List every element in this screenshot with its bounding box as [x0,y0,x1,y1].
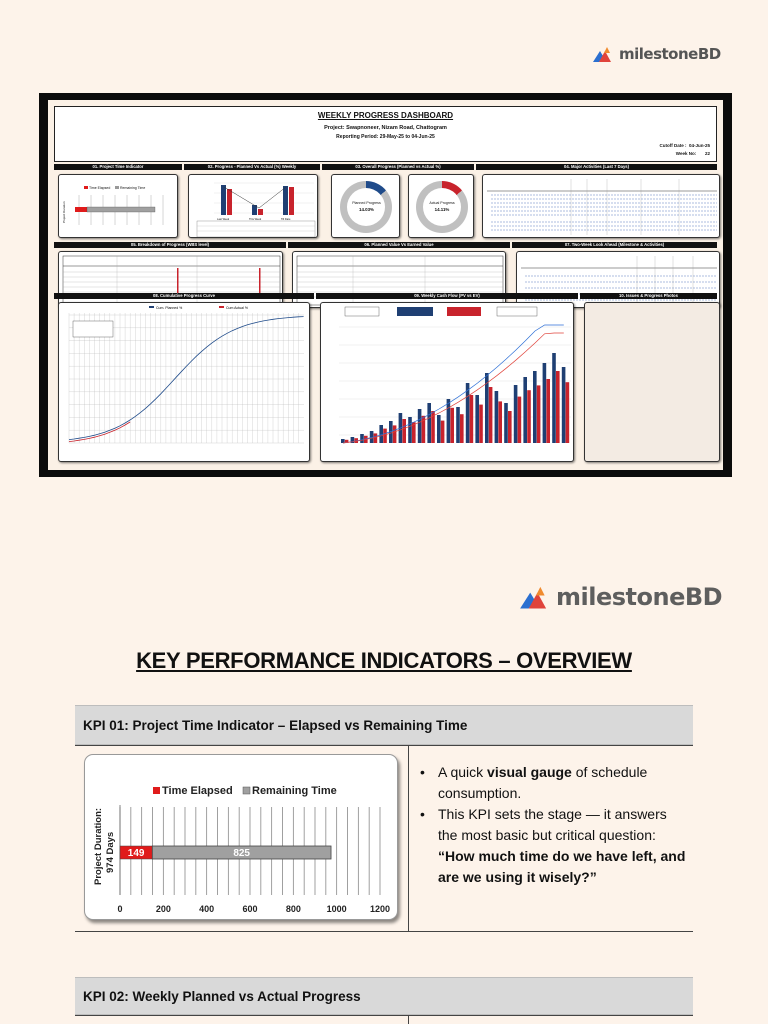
kpi2-row-top [75,1015,693,1016]
panel-wbs-breakdown [58,251,283,308]
panel-cumulative-curve [58,302,310,462]
y-axis-label-line1: Project Duration: [93,807,104,885]
legend-elapsed-label: Time Elapsed [162,785,233,797]
week-label: Week No: [675,151,697,156]
cutoff-value: 04-Jun-25 [688,143,710,148]
kpi1-header: KPI 01: Project Time Indicator – Elapsed vs Remaining Time [75,705,693,745]
section-bar-09: 09. Weekly Cash Flow (PV vs EV) [316,293,578,299]
panel-planned-gauge [331,174,400,238]
panel-issues-photos [584,302,720,462]
brand-logo-top [593,45,721,63]
brand-name: milestoneBD [556,583,723,611]
panel-actual-gauge [408,174,474,238]
legend-remaining-label: Remaining Time [252,785,337,797]
svg-text:This Week: This Week [249,218,262,221]
kpi1-bullet-1 [418,762,688,804]
major-activities-table [483,175,720,238]
dashboard-period: Reporting Period: 29-May-25 to 04-Jun-25 [336,134,435,140]
kpi1-row-top [75,745,693,746]
bullet2-text-a: This KPI sets the stage — it answers the most basic but critical question: [438,806,667,843]
section-bar-07: 07. Two-Week Look Ahead (Milestone & Activities) [512,242,717,248]
panel-pv-ev [292,251,506,308]
x-tick-label: 800 [285,904,301,914]
svg-text:Remaining Time: Remaining Time [120,186,146,190]
weekly-progress-mini-chart [189,175,318,238]
actual-gauge-label: Actual Progress [429,201,455,205]
kpi1-bullets [418,762,688,888]
panel-time-indicator [58,174,178,238]
dashboard-title: WEEKLY PROGRESS DASHBOARD [317,111,454,120]
x-tick-label: 0 [117,904,123,914]
pv-ev-table-lines [293,252,506,308]
section-bar-03: 03. Overall Progress (Planned vs Actual %) [322,164,474,170]
week-value: 22 [704,151,710,156]
svg-text:Time Elapsed: Time Elapsed [89,186,111,190]
x-tick-label: 1000 [326,904,347,914]
svg-text:Project Duration: Project Duration [62,201,66,223]
panel-weekly-progress [188,174,318,238]
actual-gauge-value: 14.11% [434,207,450,212]
wbs-table-lines [59,252,283,308]
x-tick-label: 400 [199,904,215,914]
panel-look-ahead [516,251,720,308]
kpi1-time-chart [84,754,398,920]
x-tick-label: 600 [242,904,258,914]
bar-elapsed-value: 149 [127,848,145,859]
bullet1-text-bold: visual gauge [487,764,572,780]
planned-gauge-label: Planned Progress [352,201,381,205]
bullet1-text-c: of schedule consumption. [438,764,648,801]
brand-logo-mid [520,583,722,611]
legend-elapsed-swatch [153,787,160,794]
section-bar-06: 06. Planned Value Vs Earned Value [288,242,510,248]
dashboard-cutoff [659,142,710,158]
section-bar-04: 04. Major Activities (Last 7 Days) [476,164,717,170]
section-bar-05: 05. Breakdown of Progress (WBS level) [54,242,286,248]
legend-cum-planned: Cum. Planned % [156,306,183,310]
kpi1-time-svg [85,755,399,921]
legend-remaining-swatch [243,787,250,794]
brand-mark-icon [593,45,615,63]
planned-gauge-value: 14.03% [359,207,374,212]
section-bar-01: 01. Project Time Indicator [54,164,182,170]
dashboard-screenshot [39,93,732,477]
kpi1-row-bottom [75,931,693,932]
section-bar-10: 10. Issues & Progress Photos [580,293,717,299]
legend-cum-actual: Cum Actual % [226,306,248,310]
cumulative-curve-chart [59,303,310,462]
x-tick-label: 1200 [369,904,391,914]
panel-cash-flow [320,302,574,462]
look-ahead-table-lines [517,252,720,308]
kpi2-column-divider [408,1016,409,1024]
svg-text:Till Date: Till Date [281,218,291,221]
time-indicator-mini-chart [59,175,178,238]
cash-flow-chart [321,303,574,462]
bullet1-text-a: A quick [438,764,488,780]
x-tick-label: 200 [155,904,171,914]
dashboard-project: Project: Swapnoneer, Nizam Road, Chattogram [324,125,447,131]
svg-text:Last Week: Last Week [217,218,230,221]
dashboard-header [54,106,717,162]
cutoff-label: Cutoff Date : [659,143,687,148]
kpi2-header: KPI 02: Weekly Planned vs Actual Progress [75,977,693,1015]
brand-name: milestoneBD [619,45,721,63]
bar-remaining-value: 825 [233,848,251,859]
kpi1-column-divider [408,745,409,932]
y-axis-label-line2: 974 Days [105,831,116,873]
kpi1-bullet-2 [418,804,688,888]
section-bar-02: 02. Progress - Planned Vs Actual (%) Weekly [184,164,320,170]
panel-major-activities [482,174,720,238]
bullet2-text-bold: “How much time do we have left, and are we using it wisely?” [438,848,686,885]
brand-mark-icon [520,584,552,610]
kpi-overview-heading: KEY PERFORMANCE INDICATORS – OVERVIEW [136,648,632,673]
section-bar-08: 08. Cumulative Progress Curve [54,293,314,299]
